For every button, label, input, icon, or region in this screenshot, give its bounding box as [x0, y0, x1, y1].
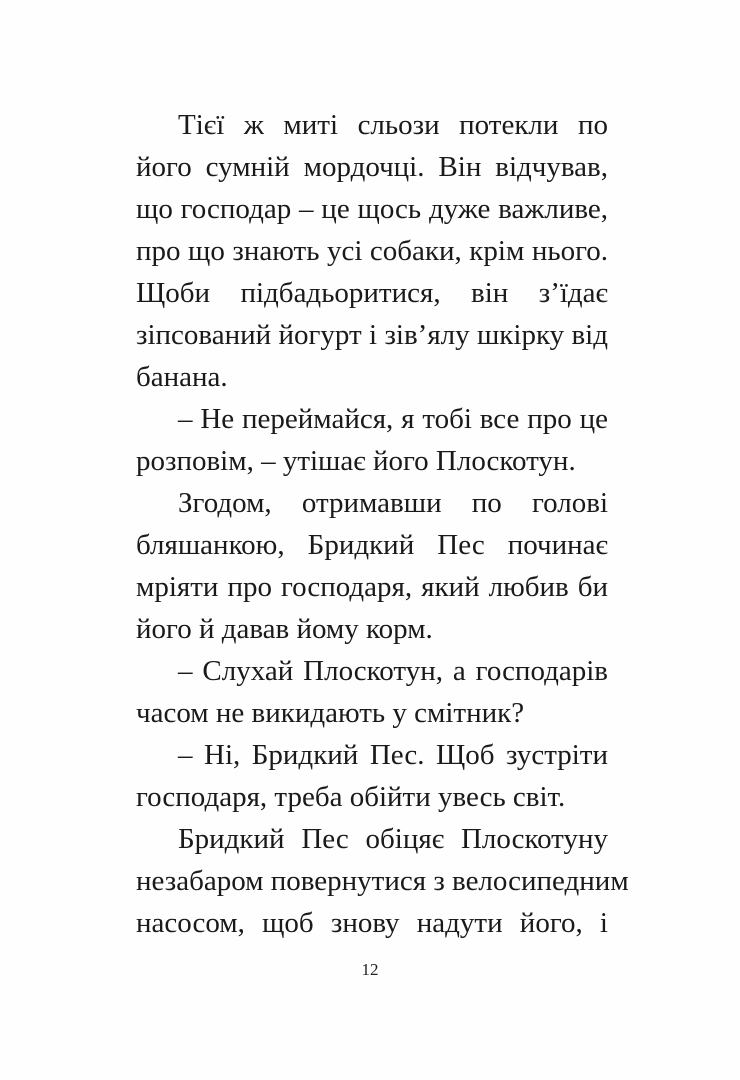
- text-line: що господар – це щось дуже важливе,: [136, 193, 608, 225]
- paragraph-3: [136, 482, 608, 650]
- text-line: його сумній мордочці. Він відчував,: [136, 151, 608, 183]
- paragraph-6: [136, 818, 629, 944]
- text-line: господаря, треба обійти увесь світ.: [136, 781, 566, 813]
- text-line: Тієї ж миті сльози потекли по: [178, 109, 608, 141]
- paragraph-1: [136, 104, 608, 398]
- paragraph-4: [136, 650, 608, 734]
- paragraph-2: [136, 398, 608, 482]
- text-line: Щоби підбадьоритися, він з’їдає: [136, 277, 608, 309]
- paragraph-5: [136, 734, 608, 818]
- text-line: банана.: [136, 361, 228, 393]
- text-line: зіпсований йогурт і зів’ялу шкірку від: [136, 319, 608, 351]
- text-line: Бридкий Пес обіцяє Плоскотуну: [178, 823, 608, 855]
- text-line: – Не переймайся, я тобі все про це: [178, 403, 608, 435]
- body-text: [136, 104, 629, 944]
- text-line: – Ні, Бридкий Пес. Щоб зустріти: [178, 739, 608, 771]
- text-line: часом не викидають у смітник?: [136, 697, 525, 729]
- text-line: мріяти про господаря, який любив би: [136, 571, 608, 603]
- text-line: – Слухай Плоскотун, а господарів: [178, 655, 608, 687]
- text-line: насосом, щоб знову надути його, і: [136, 907, 608, 939]
- text-line: його й давав йому корм.: [136, 613, 433, 645]
- page-number: 12: [361, 960, 379, 979]
- text-line: Згодом, отримавши по голові: [178, 487, 608, 519]
- text-line: незабаром повернутися з велосипедним: [136, 865, 629, 897]
- text-line: бляшанкою, Бридкий Пес починає: [136, 529, 608, 561]
- text-line: розповім, – утішає його Плоскотун.: [136, 445, 576, 477]
- text-line: про що знають усі собаки, крім нього.: [136, 235, 608, 267]
